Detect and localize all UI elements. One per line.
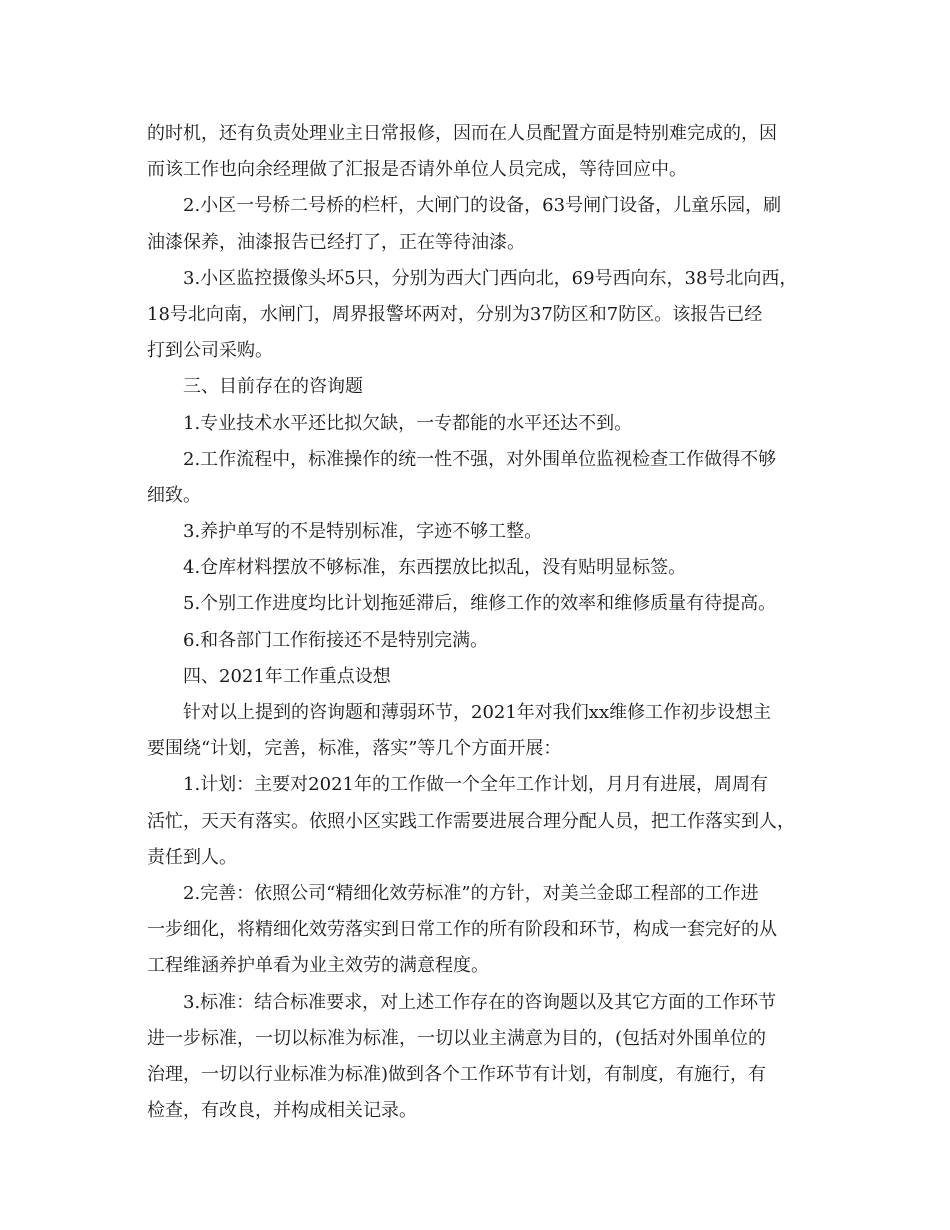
document-body xyxy=(147,116,817,1129)
text-line: 活忙，天天有落实。依照小区实践工作需要进展合理分配人员，把工作落实到人， xyxy=(147,810,795,832)
text-line: 1.专业技术水平还比拟欠缺，一专都能的水平还达不到。 xyxy=(183,412,633,434)
text-line: 针对以上提到的咨询题和薄弱环节，2021年对我们xx维修工作初步设想主 xyxy=(183,702,772,723)
text-line: 检查，有改良，并构成相关记录。 xyxy=(147,1100,417,1122)
text-line: 3.小区监控摄像头坏5只，分别为西大门西向北，69号西向东，38号北向西， xyxy=(183,267,798,289)
text-line: 1.计划：主要对2021年的工作做一个全年工作计划，月月有进展，周周有 xyxy=(183,774,768,796)
text-line: 三、目前存在的咨询题 xyxy=(183,376,363,398)
text-line: 要围绕“计划，完善，标准，落实”等几个方面开展： xyxy=(147,738,562,760)
text-line: 治理，一切以行业标准为标准)做到各个工作环节有计划，有制度，有施行，有 xyxy=(147,1063,767,1085)
text-line: 一步细化，将精细化效劳落实到日常工作的所有阶段和环节，构成一套完好的从 xyxy=(147,919,777,941)
text-line: 打到公司采购。 xyxy=(147,340,273,362)
text-line: 5.个别工作进度均比计划拖延滞后，维修工作的效率和维修质量有待提高。 xyxy=(183,593,777,615)
text-line: 的时机，还有负责处理业主日常报修，因而在人员配置方面是特别难完成的，因 xyxy=(147,123,777,144)
text-line: 3.养护单写的不是特别标准，字迹不够工整。 xyxy=(183,521,543,543)
text-line: 3.标准：结合标准要求，对上述工作存在的咨询题以及其它方面的工作环节 xyxy=(183,991,777,1013)
text-line: 而该工作也向余经理做了汇报是否请外单位人员完成，等待回应中。 xyxy=(147,159,687,181)
text-line: 2.工作流程中，标准操作的统一性不强，对外围单位监视检查工作做得不够 xyxy=(183,448,777,470)
text-line: 责任到人。 xyxy=(147,846,237,868)
text-line: 18号北向南，水闸门，周界报警坏两对，分别为37防区和7防区。该报告已经 xyxy=(147,303,763,325)
text-line: 细致。 xyxy=(147,484,201,506)
text-line: 2.完善：依照公司“精细化效劳标准”的方针，对美兰金邸工程部的工作进 xyxy=(183,882,759,904)
text-line: 4.仓库材料摆放不够标准，东西摆放比拟乱，没有贴明显标签。 xyxy=(183,557,687,579)
text-line: 进一步标准，一切以标准为标准，一切以业主满意为目的，(包括对外围单位的 xyxy=(147,1027,767,1049)
text-line: 油漆保养，油漆报告已经打了，正在等待油漆。 xyxy=(147,231,525,253)
text-line: 四、2021年工作重点设想 xyxy=(183,665,391,687)
text-line: 2.小区一号桥二号桥的栏杆，大闸门的设备，63号闸门设备，儿童乐园，刷 xyxy=(183,195,782,217)
text-line: 6.和各部门工作衔接还不是特别完满。 xyxy=(183,629,489,651)
text-line: 工程维涵养护单看为业主效劳的满意程度。 xyxy=(147,955,489,977)
